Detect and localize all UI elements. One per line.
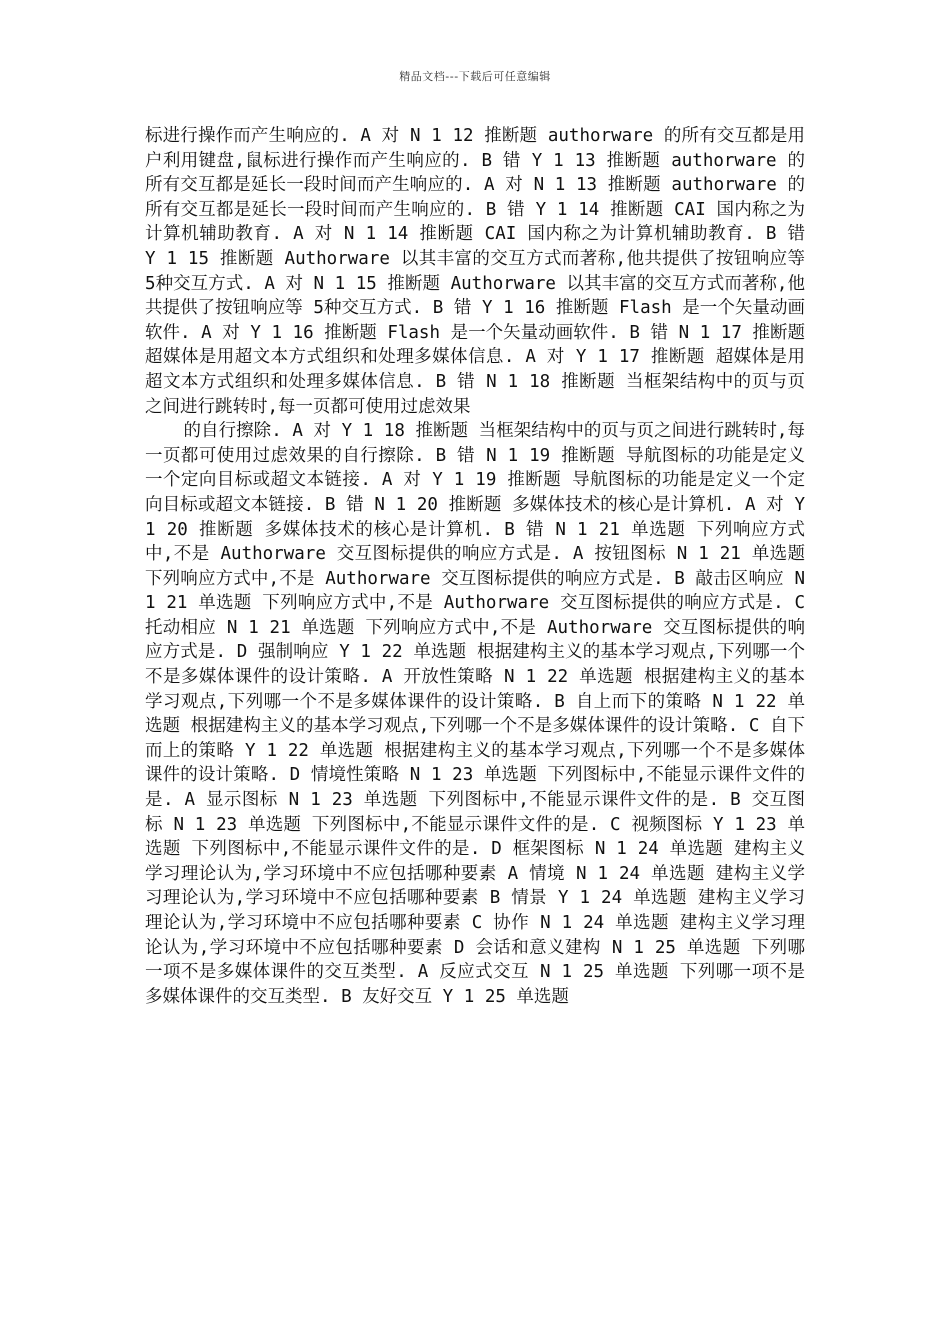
document-body xyxy=(145,124,805,1009)
paragraph-1: 标进行操作而产生响应的. A 对 N 1 12 推断题 authorware 的所有交互都是用户利用键盘,鼠标进行操作而产生响应的. B 错 Y 1 13 推断题 authorware 的所有交互都是延长一段时间而产生响应的. A 对 N 1 13 推断题 authorware 的所有交互都是延长一段时间而产生响应的. B 错 Y 1 14 推断题 CAI 国内称之为计算机辅助教育. A 对 N 1 14 推断题 CAI 国内称之为计算机辅助教育. B 错 Y 1 15 推断题 Authorware 以其丰富的交互方式而著称,他共提供了按钮响应等 5种交互方式. A 对 N 1 15 推断题 Authorware 以其丰富的交互方式而著称,他共提供了按钮响应等 5种交互方式. B 错 Y 1 16 推断题 Flash 是一个矢量动画软件. A 对 Y 1 16 推断题 Flash 是一个矢量动画软件. B 错 N 1 17 推断题 超媒体是用超文本方式组织和处理多媒体信息. A 对 Y 1 17 推断题 超媒体是用超文本方式组织和处理多媒体信息. B 错 N 1 18 推断题 当框架结构中的页与页之间进行跳转时,每一页都可使用过虑效果 xyxy=(145,126,805,417)
paragraph-2: 的自行擦除. A 对 Y 1 18 推断题 当框架结构中的页与页之间进行跳转时,每一页都可使用过虑效果的自行擦除. B 错 N 1 19 推断题 导航图标的功能是定义一个定向目标或超文本链接. A 对 Y 1 19 推断题 导航图标的功能是定义一个定向目标或超文本链接. B 错 N 1 20 推断题 多媒体技术的核心是计算机. A 对 Y 1 20 推断题 多媒体技术的核心是计算机. B 错 N 1 21 单选题 下列响应方式中,不是 Authorware 交互图标提供的响应方式是. A 按钮图标 N 1 21 单选题 下列响应方式中,不是 Authorware 交互图标提供的响应方式是. B 敲击区响应 N 1 21 单选题 下列响应方式中,不是 Authorware 交互图标提供的响应方式是. C 托动相应 N 1 21 单选题 下列响应方式中,不是 Authorware 交互图标提供的响应方式是. D 强制响应 Y 1 22 单选题 根据建构主义的基本学习观点,下列哪一个不是多媒体课件的设计策略. A 开放性策略 N 1 22 单选题 根据建构主义的基本学习观点,下列哪一个不是多媒体课件的设计策略. B 自上而下的策略 N 1 22 单选题 根据建构主义的基本学习观点,下列哪一个不是多媒体课件的设计策略. C 自下而上的策略 Y 1 22 单选题 根据建构主义的基本学习观点,下列哪一个不是多媒体课件的设计策略. D 情境性策略 N 1 23 单选题 下列图标中,不能显示课件文件的是. A 显示图标 N 1 23 单选题 下列图标中,不能显示课件文件的是. B 交互图标 N 1 23 单选题 下列图标中,不能显示课件文件的是. C 视频图标 Y 1 23 单选题 下列图标中,不能显示课件文件的是. D 框架图标 N 1 24 单选题 建构主义学习理论认为,学习环境中不应包括哪种要素 A 情境 N 1 24 单选题 建构主义学习理论认为,学习环境中不应包括哪种要素 B 情景 Y 1 24 单选题 建构主义学习理论认为,学习环境中不应包括哪种要素 C 协作 N 1 24 单选题 建构主义学习理论认为,学习环境中不应包括哪种要素 D 会话和意义建构 N 1 25 单选题 下列哪一项不是多媒体课件的交互类型. A 反应式交互 N 1 25 单选题 下列哪一项不是多媒体课件的交互类型. B 友好交互 Y 1 25 单选题 xyxy=(145,421,805,1007)
page-header: 精品文档---下载后可任意编辑 xyxy=(399,70,551,83)
